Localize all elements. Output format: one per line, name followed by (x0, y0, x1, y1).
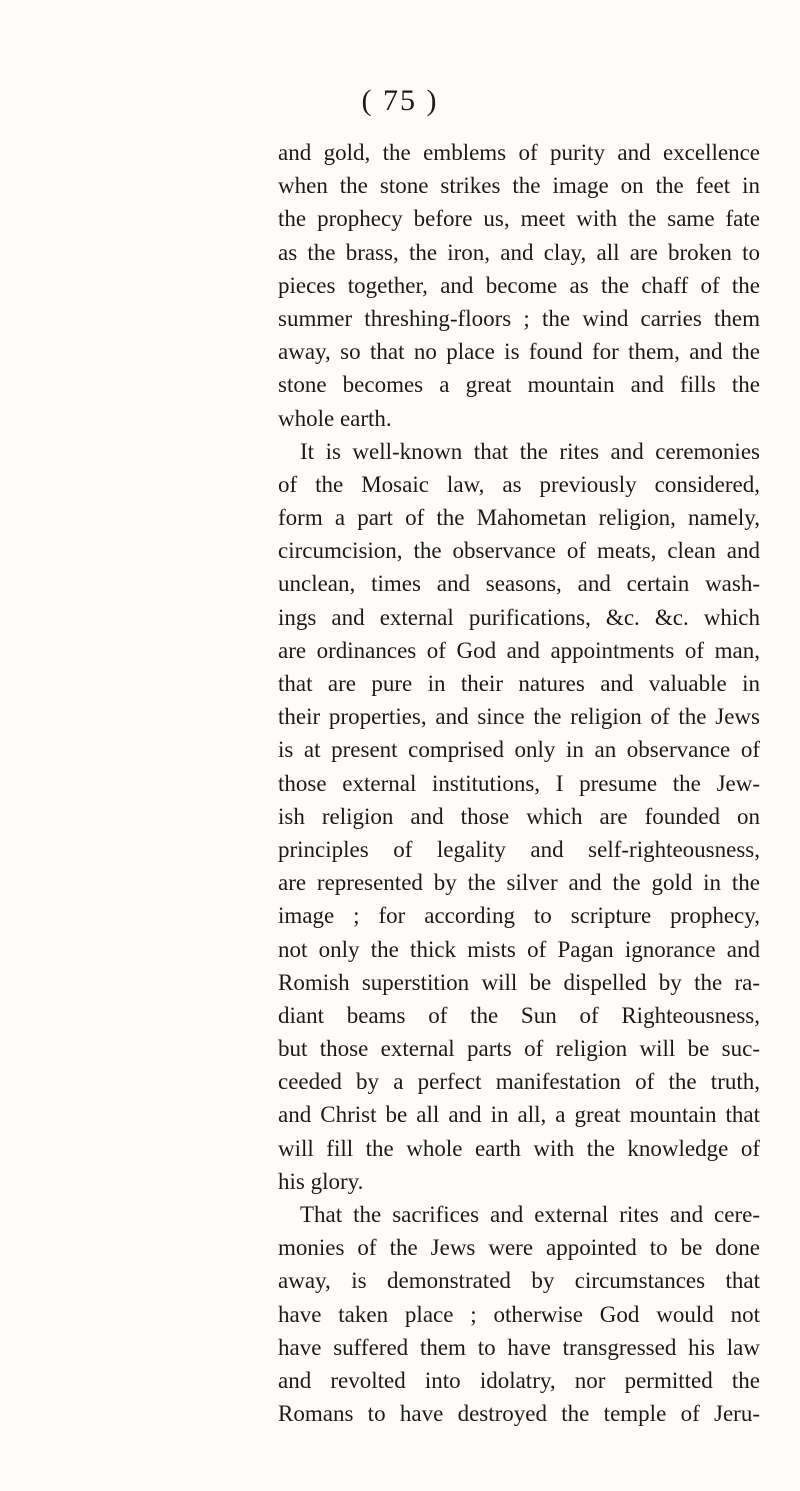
text-line: have taken place ; otherwise God would not (278, 1301, 760, 1327)
text-line: have suffered them to have transgressed his law (278, 1334, 760, 1360)
page-number: ( 75 ) (361, 84, 439, 117)
paragraph-start-line: It is well-known that the rites and ceremonies (300, 438, 760, 464)
text-line: summer threshing-floors ; the wind carries them (278, 305, 760, 331)
paragraph-start-line: That the sacrifices and external rites and cere- (300, 1202, 760, 1227)
text-line: ceeded by a perfect manifestation of the truth, (278, 1069, 760, 1095)
text-line: as the brass, the iron, and clay, all are broken to (278, 239, 760, 265)
text-line: is at present comprised only in an observance of (278, 737, 760, 763)
text-line: will fill the whole earth with the knowledge of (278, 1135, 760, 1161)
text-line: when the stone strikes the image on the feet in (278, 173, 760, 199)
text-line: those external institutions, I presume the Jew- (278, 770, 760, 796)
text-line: principles of legality and self-righteousness, (278, 836, 760, 862)
text-line: their properties, and since the religion of the Jews (278, 704, 760, 730)
text-line: but those external parts of religion will be suc- (278, 1036, 760, 1062)
text-line: whole earth. (278, 405, 392, 431)
text-line: his glory. (278, 1168, 364, 1194)
text-line: are ordinances of God and appointments of man, (278, 637, 760, 663)
text-line: not only the thick mists of Pagan ignorance and (278, 936, 760, 962)
text-line: ish religion and those which are founded on (278, 803, 760, 829)
text-line: diant beams of the Sun of Righteousness, (278, 1002, 760, 1028)
text-line: Romish superstition will be dispelled by the ra- (278, 969, 760, 995)
text-line: ings and external purifications, &c. &c. which (278, 604, 760, 630)
text-line: form a part of the Mahometan religion, namely, (278, 505, 760, 531)
body-text (278, 136, 760, 1430)
text-line: Romans to have destroyed the temple of Jeru- (278, 1401, 760, 1427)
text-line: unclean, times and seasons, and certain wash- (278, 571, 760, 597)
text-line: are represented by the silver and the gold in the (278, 870, 760, 896)
text-line: image ; for according to scripture prophecy, (278, 903, 760, 929)
text-line: the prophecy before us, meet with the same fate (278, 206, 760, 232)
text-line: stone becomes a great mountain and fills the (278, 372, 760, 398)
text-line: away, so that no place is found for them, and the (278, 339, 760, 365)
text-line: that are pure in their natures and valuable in (278, 671, 760, 696)
text-line: and Christ be all and in all, a great mountain that (278, 1102, 760, 1128)
text-line: and revolted into idolatry, nor permitted the (278, 1367, 760, 1393)
text-line: circumcision, the observance of meats, clean and (278, 538, 760, 564)
text-line: away, is demonstrated by circumstances that (278, 1268, 760, 1294)
text-line: pieces together, and become as the chaff of the (278, 272, 760, 298)
text-line: monies of the Jews were appointed to be done (278, 1235, 760, 1261)
text-line: of the Mosaic law, as previously considered, (278, 471, 760, 497)
text-line: and gold, the emblems of purity and excellence (278, 140, 760, 165)
